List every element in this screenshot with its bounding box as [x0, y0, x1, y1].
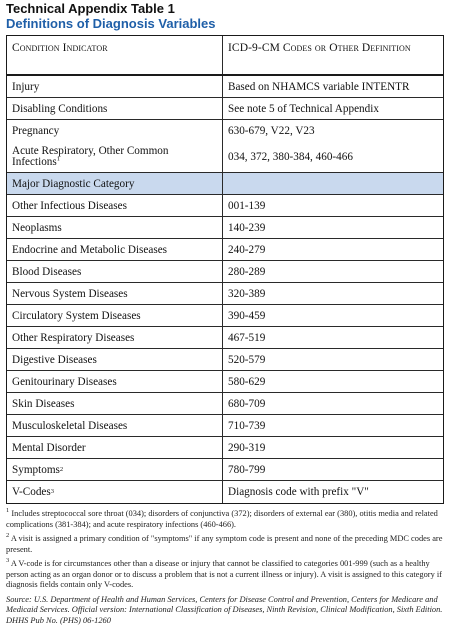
row-definition: 580-629 — [223, 371, 443, 392]
table-row — [7, 415, 443, 437]
table-row — [7, 239, 443, 261]
row-definition: 390-459 — [223, 305, 443, 326]
row-definition: 034, 372, 380-384, 460-466 — [223, 141, 443, 172]
row-definition: 680-709 — [223, 393, 443, 414]
table-row — [7, 481, 443, 503]
table-row — [7, 261, 443, 283]
row-label: Digestive Diseases — [7, 349, 223, 370]
row-label: V-Codes 3 — [7, 481, 223, 503]
table-row — [7, 459, 443, 481]
row-definition: 520-579 — [223, 349, 443, 370]
subheader-label: Major Diagnostic Category — [7, 173, 223, 194]
table-row — [7, 283, 443, 305]
table-row — [7, 98, 443, 120]
row-definition: 280-289 — [223, 261, 443, 282]
footnote: $^3$ A V-code is for circumstances other than a disease or injury that cannot be classified to categories 001-999 (such as a healthy person acting as an organ donor or to discuss a problem that is not a current illness or injury). A visit is assigned to this category if diagnosis fields contain only V-codes. — [6, 559, 444, 591]
row-label: Symptoms 2 — [7, 459, 223, 480]
row-label: Other Infectious Diseases — [7, 195, 223, 216]
row-label: Mental Disorder — [7, 437, 223, 458]
row-label: Musculoskeletal Diseases — [7, 415, 223, 436]
footnotes — [6, 509, 444, 626]
footnote: $^1$ Includes streptococcal sore throat (034); disorders of conjunctiva (372); disorders of external ear (380), otitis media and related complications (381-384); and acute respiratory infections (460-466). — [6, 509, 444, 530]
table-row — [7, 437, 443, 459]
table-row — [7, 76, 443, 98]
row-label: Skin Diseases — [7, 393, 223, 414]
definitions-table — [6, 35, 444, 504]
row-label: Acute Respiratory, Other Common Infections$^1$ — [7, 141, 223, 172]
footnote-ref: 1 — [57, 155, 60, 162]
header-codes-definition: ICD-9-CM Codes or Other Definition — [223, 36, 443, 74]
footnote-list — [6, 509, 444, 591]
row-definition: 290-319 — [223, 437, 443, 458]
footnote: $^2$ A visit is assigned a primary condition of "symptoms" if any symptom code is present and none of the preceding MDC codes are present. — [6, 534, 444, 555]
row-label: Endocrine and Metabolic Diseases — [7, 239, 223, 260]
source-note: Source: U.S. Department of Health and Human Services, Centers for Disease Control and Prevention, Centers for Medicare and Medicaid Services. Official version: International Classification of Diseases, Ninth Revision, Clinical Modification, Sixth Edition. DHHS Pub No. (PHS) 06-1260 — [6, 595, 444, 626]
row-label: Injury — [7, 76, 223, 97]
row-label: Disabling Conditions — [7, 98, 223, 119]
mdc-rows — [7, 195, 443, 503]
row-label: Neoplasms — [7, 217, 223, 238]
subheader-row — [7, 173, 443, 195]
table-row — [7, 327, 443, 349]
row-label: Genitourinary Diseases — [7, 371, 223, 392]
table-header-row — [7, 36, 443, 76]
header-condition-indicator: Condition Indicator — [7, 36, 223, 74]
row-label: Nervous System Diseases — [7, 283, 223, 304]
row-definition: 001-139 — [223, 195, 443, 216]
table-subtitle: Definitions of Diagnosis Variables — [6, 16, 444, 31]
table-row — [7, 349, 443, 371]
table-row-acute-respiratory — [7, 141, 443, 173]
row-definition: 630-679, V22, V23 — [223, 120, 443, 141]
row-definition: 140-239 — [223, 217, 443, 238]
table-row — [7, 217, 443, 239]
row-definition: 240-279 — [223, 239, 443, 260]
table-row — [7, 120, 443, 141]
top-rows — [7, 76, 443, 141]
row-definition: 320-389 — [223, 283, 443, 304]
subheader-empty — [223, 173, 443, 194]
row-label: Blood Diseases — [7, 261, 223, 282]
row-definition: 467-519 — [223, 327, 443, 348]
table-row — [7, 393, 443, 415]
row-definition: 710-739 — [223, 415, 443, 436]
row-label: Other Respiratory Diseases — [7, 327, 223, 348]
row-definition: Based on NHAMCS variable INTENTR — [223, 76, 443, 97]
table-row — [7, 371, 443, 393]
table-title: Technical Appendix Table 1 — [6, 0, 444, 16]
row-definition: Diagnosis code with prefix "V" — [223, 481, 443, 503]
row-definition: See note 5 of Technical Appendix — [223, 98, 443, 119]
row-definition: 780-799 — [223, 459, 443, 480]
row-label: Pregnancy — [7, 120, 223, 141]
table-row — [7, 305, 443, 327]
row-label: Circulatory System Diseases — [7, 305, 223, 326]
table-row — [7, 195, 443, 217]
